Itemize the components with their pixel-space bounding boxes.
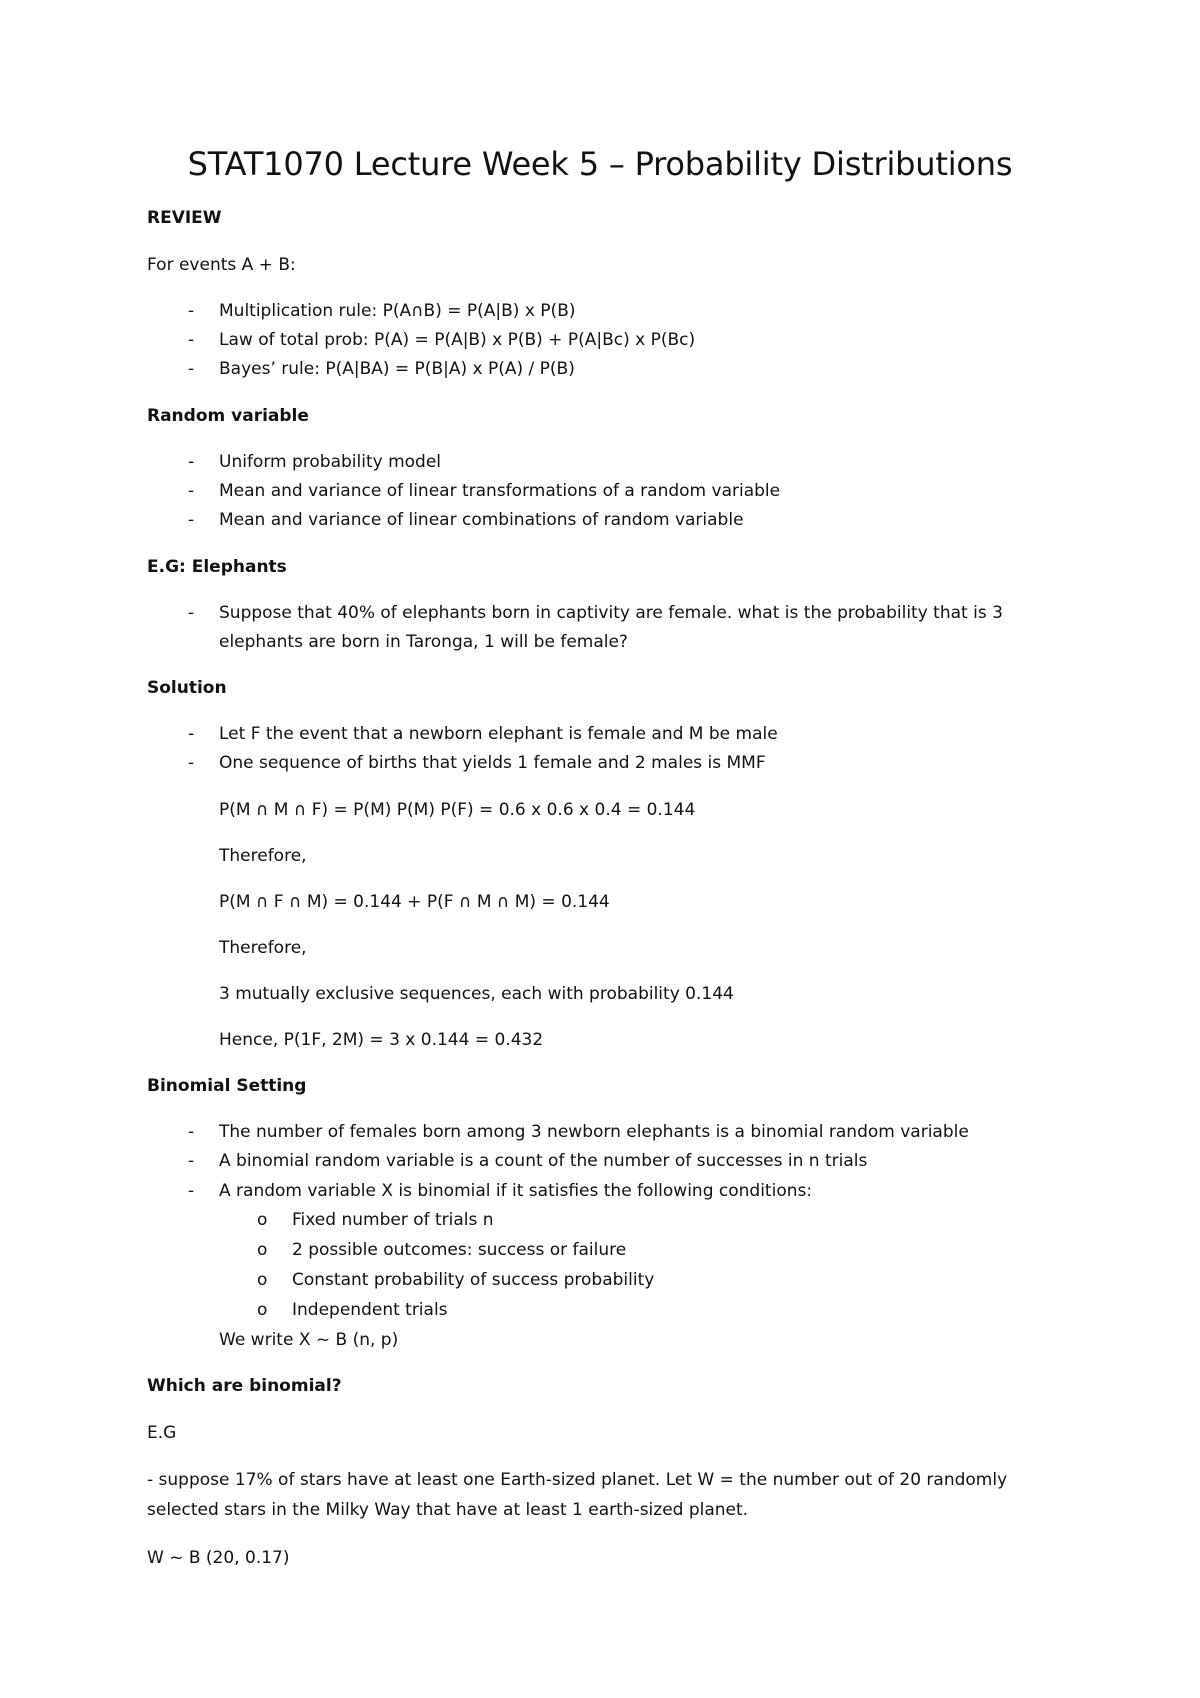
sub-bullet: o (257, 1300, 268, 1320)
random-variable-item: Uniform probability model (219, 452, 442, 472)
random-variable-item: Mean and variance of linear transformations of a random variable (219, 481, 781, 501)
binomial-condition: Fixed number of trials n (292, 1210, 494, 1230)
solution-result: Hence, P(1F, 2M) = 3 x 0.144 = 0.432 (219, 1030, 544, 1050)
bullet-dash: - (188, 603, 195, 623)
binomial-notation: We write X ~ B (n, p) (219, 1330, 399, 1350)
which-binomial-heading: Which are binomial? (147, 1376, 342, 1396)
review-intro: For events A + B: (147, 255, 296, 275)
bullet-dash: - (188, 1151, 195, 1171)
solution-text: Therefore, (219, 846, 307, 866)
bullet-dash: - (188, 753, 195, 773)
binomial-condition: 2 possible outcomes: success or failure (292, 1240, 627, 1260)
bullet-dash: - (188, 452, 195, 472)
binomial-item: A random variable X is binomial if it satisfies the following conditions: (219, 1181, 813, 1201)
example-result: W ~ B (20, 0.17) (147, 1548, 290, 1568)
elephants-heading: E.G: Elephants (147, 557, 287, 577)
random-variable-heading: Random variable (147, 406, 309, 426)
review-item: Bayes’ rule: P(A|BA) = P(B|A) x P(A) / P(B) (219, 359, 575, 379)
review-item: Law of total prob: P(A) = P(A|B) x P(B) + P(A|Bc) x P(Bc) (219, 330, 696, 350)
bullet-dash: - (188, 330, 195, 350)
bullet-dash: - (188, 510, 195, 530)
solution-text: Therefore, (219, 938, 307, 958)
sub-bullet: o (257, 1270, 268, 1290)
solution-item: One sequence of births that yields 1 female and 2 males is MMF (219, 753, 766, 773)
elephants-question-line1: Suppose that 40% of elephants born in captivity are female. what is the probability that is 3 (219, 603, 1003, 623)
solution-text: 3 mutually exclusive sequences, each with probability 0.144 (219, 984, 734, 1004)
random-variable-item: Mean and variance of linear combinations of random variable (219, 510, 744, 530)
page-title: STAT1070 Lecture Week 5 – Probability Distributions (187, 145, 1013, 183)
solution-equation: P(M ∩ F ∩ M) = 0.144 + P(F ∩ M ∩ M) = 0.144 (219, 892, 610, 912)
binomial-item: A binomial random variable is a count of the number of successes in n trials (219, 1151, 868, 1171)
bullet-dash: - (188, 1181, 195, 1201)
example-text-line1: - suppose 17% of stars have at least one Earth-sized planet. Let W = the number out of 20 randomly (147, 1470, 1008, 1490)
review-item: Multiplication rule: P(A∩B) = P(A|B) x P(B) (219, 301, 576, 321)
bullet-dash: - (188, 481, 195, 501)
elephants-question-line2: elephants are born in Taronga, 1 will be female? (219, 632, 628, 652)
sub-bullet: o (257, 1240, 268, 1260)
solution-heading: Solution (147, 678, 227, 698)
binomial-condition: Independent trials (292, 1300, 448, 1320)
binomial-condition: Constant probability of success probability (292, 1270, 655, 1290)
solution-item: Let F the event that a newborn elephant is female and M be male (219, 724, 778, 744)
bullet-dash: - (188, 359, 195, 379)
review-heading: REVIEW (147, 208, 222, 228)
bullet-dash: - (188, 1122, 195, 1142)
solution-equation: P(M ∩ M ∩ F) = P(M) P(M) P(F) = 0.6 x 0.6 x 0.4 = 0.144 (219, 800, 696, 820)
binomial-heading: Binomial Setting (147, 1076, 307, 1096)
sub-bullet: o (257, 1210, 268, 1230)
example-label: E.G (147, 1423, 177, 1443)
bullet-dash: - (188, 301, 195, 321)
bullet-dash: - (188, 724, 195, 744)
binomial-item: The number of females born among 3 newborn elephants is a binomial random variable (219, 1122, 969, 1142)
example-text-line2: selected stars in the Milky Way that have at least 1 earth-sized planet. (147, 1500, 749, 1520)
